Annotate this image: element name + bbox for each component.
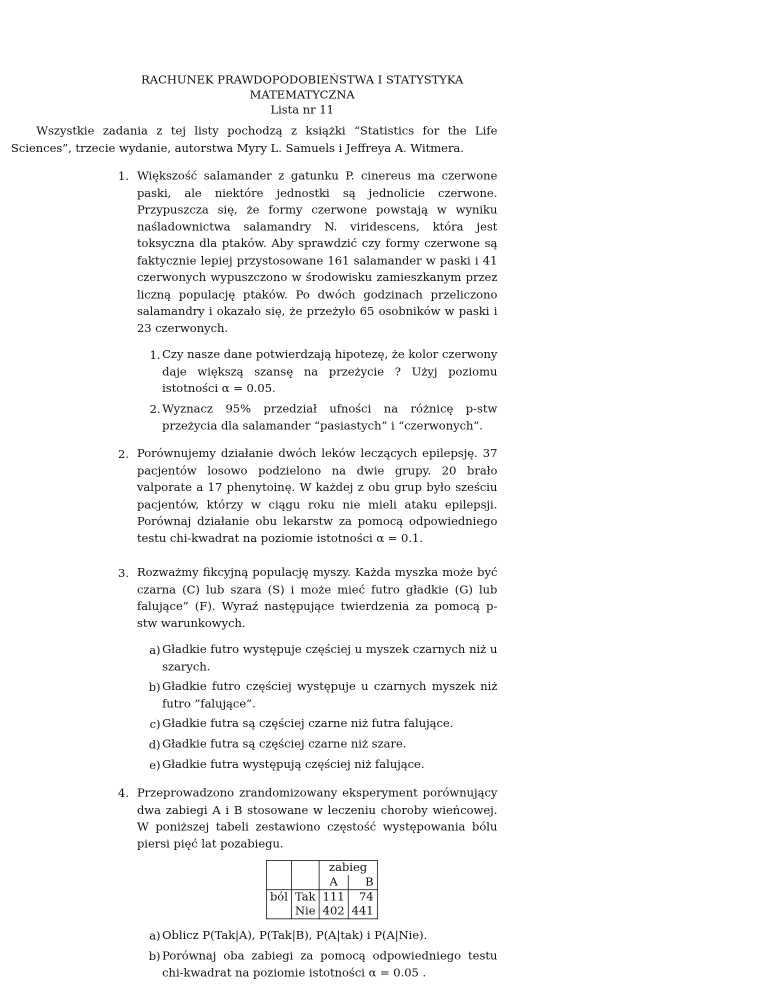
subproblem-text: Gładkie futra są częściej czarne niż futra falujące. [162,716,454,731]
table-cell: 441 [348,904,377,919]
table-row-header: Tak [291,890,319,905]
table-corner-cell [291,861,319,876]
table-row-header: Nie [291,904,319,919]
subproblem-text: Wyznacz 95% przedział ufności na różnicę p-stw przeżycia dla salamander “pasiastych” i “czerwonych”. [162,402,498,433]
subproblem-label: a) [149,643,161,658]
subproblem-text: Czy nasze dane potwierdzają hipotezę, że kolor czerwony daje większą szansę na przeżycie ? Użyj poziomu istotności α = 0.05. [162,347,498,396]
problem-text: Rozważmy fikcyjną populację myszy. Każda myszka może być czarna (C) lub szara (S) i może mieć futro gładkie (G) lub falujące” (F). Wyraź następujące twierdzenia za pomocą p-stw warunkowych. [136,565,498,630]
subproblem-label: c) [149,717,161,732]
subproblem-label: b) [148,949,161,964]
title-line-2: MATEMATYCZNA [249,88,355,102]
subproblem-label: a) [149,929,161,943]
table-corner-cell [266,861,291,876]
table-row-group-header: ból [266,890,291,919]
subproblem-label: e) [149,758,161,773]
contingency-table [266,860,377,919]
intro-paragraph: Wszystkie zadania z tej listy pochodzą z książki “Statistics for the Life Sciences”, trzecie wydanie, autorstwa Myry L. Samuels i Jeffreya A. Witmera. [11,124,498,155]
table-corner-cell [291,875,319,890]
table-col-group-header: zabieg [319,861,377,876]
subproblem-label: d) [148,738,161,752]
subproblem-label: b) [148,680,161,695]
subproblem-label: 1. [149,348,161,363]
table-corner-cell [266,875,291,890]
document-title [118,72,486,117]
subproblem-text: Oblicz P(Tak|A), P(Tak|B), P(A|tak) i P(A|Nie). [162,928,428,943]
table-cell: 402 [319,904,348,919]
problem-text: Porównujemy działanie dwóch leków leczących epilepsję. 37 pacjentów losowo podzielono na dwie grupy. 20 brało valporate a 17 phenytoinę. W każdej z obu grup było sześciu pacjentów, którzy w ciągu roku nie mieli ataku epilepsji. Porównaj działanie obu lekarstw za pomocą odpowiedniego testu chi-kwadrat na poziomie istotności α = 0.1. [136,447,498,545]
title-line-1: RACHUNEK PRAWDOPODOBIEŃSTWA I STATYSTYKA [141,73,464,87]
problem-text: Większość salamander z gatunku P. cinereus ma czerwone paski, ale niektóre jednostki są jednolicie czerwone. Przypuszcza się, że formy czerwone powstają w wyniku naśladownictwa salamandry N. viridescens, która jest toksyczna dla ptaków. Aby sprawdzić czy formy czerwone są faktycznie lepiej przystosowane 161 salamander w paski i 41 czerwonych wypuszczono w środowisku zamieszkanym przez liczną populację ptaków. Po dwóch godzinach przeliczono salamandry i okazało się, że przeżyło 65 osobników w paski i 23 czerwonych. [136,169,498,335]
subproblem-text: Gładkie futro częściej występuje u czarnych myszek niż futro ”falujące”. [162,679,498,711]
problem-number: 3. [118,566,130,581]
subproblem-label: 2. [149,402,161,417]
subproblem-text: Gładkie futro występuje częściej u myszek czarnych niż u szarych. [162,642,498,674]
subproblem-text: Gładkie futra są częściej czarne niż szare. [162,737,407,751]
table-cell: 111 [319,890,348,905]
table-col-header: A [319,875,348,890]
title-line-3: Lista nr 11 [270,103,334,117]
problem-number: 2. [118,447,130,462]
subproblem-text: Gładkie futra występują częściej niż falujące. [162,757,425,772]
table-col-header: B [348,875,377,890]
subproblem-text: Porównaj oba zabiegi za pomocą odpowiedniego testu chi-kwadrat na poziomie istotności α = 0.05 . [162,949,498,980]
problem-text: Przeprowadzono zrandomizowany eksperyment porównujący dwa zabiegi A i B stosowane w leczeniu choroby wieńcowej. W poniższej tabeli zestawiono częstość występowania bólu piersi pięć lat pozabiegu. [136,786,498,851]
problem-number: 4. [118,787,130,801]
table-cell: 74 [348,890,377,905]
problem-number: 1. [118,169,130,184]
